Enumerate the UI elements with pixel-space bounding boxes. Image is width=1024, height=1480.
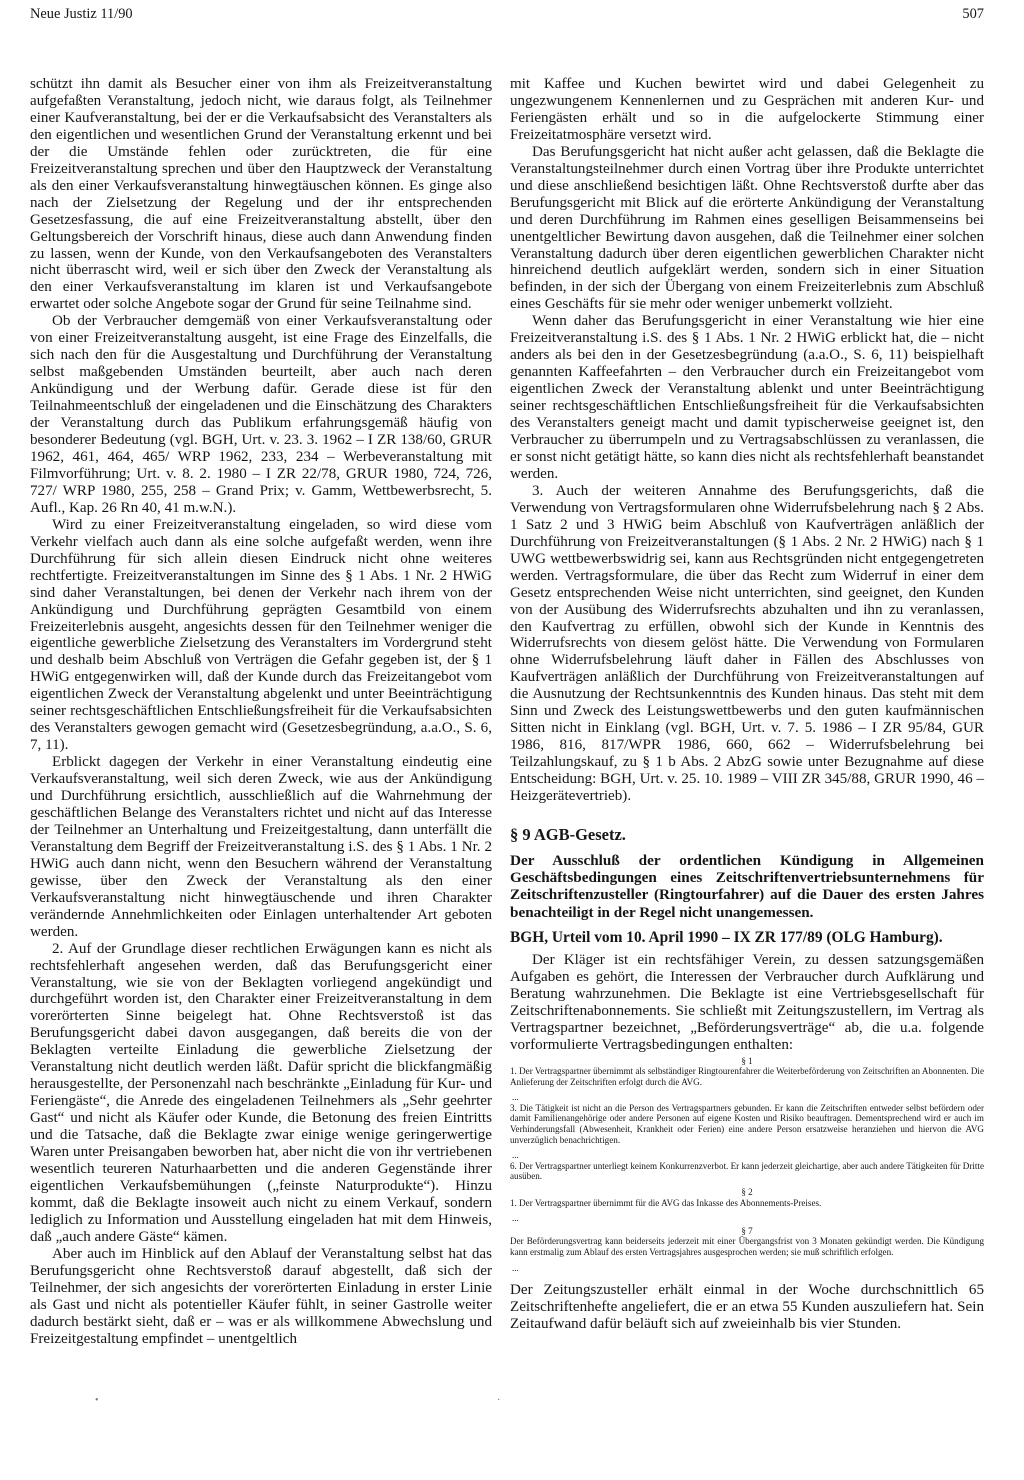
contract-clause: 1. Der Vertragspartner übernimmt für die AVG das Inkasse des Abonnements-Preises.: [510, 1197, 822, 1208]
section-mark: § 1: [741, 1055, 753, 1066]
paragraph: 3. Auch der weiteren Annahme des Berufungsgerichts, daß die Verwendung von Vertragsformularen ohne Widerrufsbelehrung nach § 2 Abs. 1 Satz 2 und 3 HWiG beim Abschluß von Kaufverträgen anläßlich der Durchführung von Freizeitveranstaltungen (§ 1 Abs. 2 Nr. 2 HWiG) nach § 1 UWG wettbewerbswidrig sei, kann aus Rechtsgründen nicht entgegengetreten werden. Vertragsformulare, die über das Recht zum Widerruf in einer dem Gesetz entsprechenden Weise nicht unterrichten, sind geeignet, den Kunden von der Ausübung des Widerrufsrechts abzuhalten und ihn zu veranlassen, den Kaufvertrag zu erfüllen, obwohl sich der Kunde in Kenntnis des Widerrufsrechts von diesem gelöst hätte. Die Verwendung von Formularen ohne Widerrufsbelehrung läuft daher in Fällen des Abschlusses von Kaufverträgen anläßlich der Durchführung von Freizeitveranstaltungen auf die Ausnutzung der Rechtsunkenntnis des Kunden hinaus. Das steht mit dem Sinn und Zweck des Leistungswettbewerbs und den guten kaufmännischen Sitten nicht in Einklang (vgl. BGH, Urt. v. 7. 5. 1986 – I ZR 95/84, GUR 1986, 816, 817/WPR 1986, 660, 662 – Widerrufsbelehrung bei Teilzahlungskauf, zu § 1 b Abs. 2 AbzG sowie unter Bezugnahme auf diese Entscheidung: BGH, Urt. v. 25. 10. 1989 – VIII ZR 345/88, GRUR 1990, 46 – Heizgerätevertrieb).: [510, 482, 984, 805]
contract-clause: Der Beförderungsvertrag kann beiderseits jederzeit mit einer Übergangsfrist von 3 Monaten gekündigt werden. Die Kündigung kann erstmalig zum Ablauf des ersten Vertragsjahres ausgesprochen werden; sie muß schriftlich erfolgen.: [510, 1236, 984, 1258]
paragraph: Aber auch im Hinblick auf den Ablauf der Veranstaltung selbst hat das Berufungsgericht ohne Rechtsverstoß darauf abgestellt, daß sich der Teilnehmer, der sich angesichts der vorerörterten Einladung in erster Linie als Gast und nicht als potentieller Käufer fühlt, in seiner Gastrolle weiter dadurch bestärkt sieht, daß er – was er als willkommene Abwechslung und Freizeitgestaltung empfindet – unentgeltlich: [30, 1245, 492, 1347]
paragraph: schützt ihn damit als Besucher einer von ihm als Freizeitveranstaltung aufgefaßten Veranstaltung, jedoch nicht, wie daraus folgt, als Teilnehmer einer Kaufveranstaltung, bei der er die Verkaufsabsicht des Veranstalters als den eigentlichen und wesentlichen Grund der Veranstaltung erkennt und bei der die Umstände fehlen oder zurücktreten, die für eine Freizeitveranstaltung sprechen und über den Hauptzweck der Veranstaltung als den einer Verkaufsveranstaltung hinwegtäuschen können. Es ginge also nach der Zielsetzung der Regelung und der ihr entsprechenden Gesetzesfassung, die auf eine Freizeitveranstaltung abstellt, über den Geltungsbereich der Vorschrift hinaus, diese auch dann Anwendung finden zu lassen, wenn der Kunde, von den Verkaufsangeboten des Veranstalters nicht überrascht wird, weil er sich über den Zweck der Veranstaltung als den einer Verkaufsveranstaltung im klaren ist und Verkaufsangebote erwartet oder solche Angebote sogar der Grund für seine Teilnahme sind.: [30, 76, 492, 313]
scan-mark: •: [95, 1395, 99, 1406]
ellipsis: ...: [512, 1262, 519, 1273]
paragraph: Das Berufungsgericht hat nicht außer acht gelassen, daß die Beklagte die Veranstaltungsteilnehmer durch einen Vortrag über ihre Produkte unterrichtet und diese anschließend besichtigen läßt. Ohne Rechtsverstoß durfte aber das Berufungsgericht mit Blick auf die erörterte Ankündigung der Veranstaltung und deren Durchführung im Rahmen eines geselligen Beisammenseins bei unentgeltlicher Bewirtung davon ausgehen, daß die Teilnehmer einer solchen Veranstaltung dadurch über deren eigentlichen gewerblichen Charakter nicht hinreichend deutlich aufgeklärt werden, sondern sich in einer Situation befinden, in der sich der Übergang von einem Freizeiterlebnis zum Abschluß eines Geschäfts für sie mehr oder weniger unbemerkt vollzieht.: [510, 143, 984, 313]
paragraph: Erblickt dagegen der Verkehr in einer Veranstaltung eindeutig eine Verkaufsveranstaltung, weil sich deren Zweck, wie aus der Ankündigung und Durchführung ersichtlich, ausschließlich auf die Wahrnehmung der geschäftlichen Belange des Veranstalters richtet und nicht auf das Interesse der Teilnehmer an Unterhaltung und Freizeitgestaltung, dann unterfällt die Veranstaltung dem Begriff der Freizeitveranstaltung i.S. des § 1 Abs. 1 Nr. 2 HWiG auch dann nicht, wenn den Besuchern während der Veranstaltung gewisse, über den Zweck der Veranstaltung als den einer Verkaufsveranstaltung nicht hinwegtäuschende und ihren Charakter verändernde Annehmlichkeiten oder Einlagen unterhaltender Art geboten werden.: [30, 754, 492, 940]
section-mark: § 7: [741, 1225, 753, 1236]
contract-clause: 6. Der Vertragspartner unterliegt keinem Konkurrenzverbot. Er kann jederzeit gleichartige, aber auch andere Tätigkeiten für Dritte ausüben.: [510, 1160, 984, 1182]
contract-clause: 1. Der Vertragspartner übernimmt als selbständiger Ringtourenfahrer die Weiterbeförderung von Zeitschriften an Abonnenten. Die Anlieferung der Zeitschriften erfolgt durch die AVG.: [510, 1066, 984, 1087]
paragraph: Wird zu einer Freizeitveranstaltung eingeladen, so wird diese vom Verkehr vielfach auch dann als eine solche aufgefaßt werden, wenn ihre Durchführung für sich allein diesen Eindruck nicht ohne weiteres rechtfertigte. Freizeitveranstaltungen im Sinne des § 1 Abs. 1 Nr. 2 HWiG sind daher Veranstaltungen, bei denen der Verkehr nach ihrem von der Ankündigung und Durchführung geprägten Gesamtbild von einem Freizeiterlebnis ausgeht, angesichts dessen für den Teilnehmer weniger die eigentliche gewerbliche Zielsetzung des Veranstalters im Vordergrund steht und deshalb beim Abschluß von Verträgen die Gefahr gegeben ist, der § 1 HWiG entgegenwirken will, daß der Kunde durch das Freizeitangebot vom eigentlichen Zweck der Veranstaltung abgelenkt und unter Beeinträchtigung seiner rechtsgeschäftlichen Entschließungsfreiheit für die Verkaufsabsichten des Veranstalters gewogen gemacht wird (Gesetzesbegründung, a.a.O., S. 6, 7, 11).: [30, 516, 492, 754]
ellipsis: ...: [512, 1092, 519, 1103]
page-number: 507: [962, 6, 984, 22]
paragraph: Ob der Verbraucher demgemäß von einer Verkaufsveranstaltung oder von einer Freizeitveranstaltung ausgeht, ist eine Frage des Einzelfalls, die sich nach den für die Ausgestaltung und Durchführung der Veranstaltung selbst maßgebenden Umständen beurteilt, aber auch nach deren Ankündigung und der Werbung dafür. Gerade diese ist für den Teilnahmeentschluß der eingeladenen und die Einschätzung des Charakters der Veranstaltung durch das Publikum erfahrungsgemäß häufig von besonderer Bedeutung (vgl. BGH, Urt. v. 23. 3. 1962 – I ZR 138/60, GRUR 1962, 461, 464, 465/ WRP 1962, 233, 234 – Werbeveranstaltung mit Filmvorführung; Urt. v. 8. 2. 1980 – I ZR 22/78, GRUR 1980, 724, 726, 727/ WRP 1980, 255, 258 – Grand Prix; v. Gamm, Wettbewerbsrecht, 5. Aufl., Kap. 26 Rn 40, 41 m.w.N.).: [30, 313, 492, 516]
contract-excerpt: [510, 1056, 984, 1274]
paragraph: mit Kaffee und Kuchen bewirtet wird und dabei Gelegenheit zu ungezwungenem Kennenlernen und zu Gesprächen mit anderen Kur- und Feriengästen erhält und so in die aufgelockerte Stimmung einer Freizeitatmosphäre versetzt wird.: [510, 76, 984, 143]
paragraph: Wenn daher das Berufungsgericht in einer Veranstaltung wie hier eine Freizeitveranstaltung i.S. des § 1 Abs. 1 Nr. 2 HWiG erblickt hat, die – nicht anders als bei den in der Gesetzesbegründung (a.a.O., S. 6, 11) beispielhaft genannten Kaffeefahrten – den Verbraucher durch ein Freizeitangebot vom eigentlichen Zweck der Veranstaltung ablenkt und unter Beeinträchtigung seiner rechtsgeschäftlichen Entschließungsfreiheit für die Verkaufsabsichten des Veranstalters geneigt macht und damit typischerweise geeignet ist, den Verbraucher zu überrumpeln und zu Vertragsabschlüssen zu veranlassen, die er sonst nicht getätigt hätte, so kann dies nicht als rechtsfehlerhaft beanstandet werden.: [510, 313, 984, 482]
ellipsis: ...: [512, 1150, 519, 1161]
headnote: Der Ausschluß der ordentlichen Kündigung in Allgemeinen Geschäftsbedingungen eines Zeitschriftenvertriebsunternehmens für Zeitschriftenzusteller (Ringtourfahrer) auf die Dauer des ersten Jahres benachteiligt in der Regel nicht unangemessen.: [510, 851, 984, 921]
section-title: § 9 AGB-Gesetz.: [510, 824, 626, 844]
intro-paragraph: Der Kläger ist ein rechtsfähiger Verein, zu dessen satzungsgemäßen Aufgaben es gehört, die Interessen der Verbraucher durch Aufklärung und Beratung wahrzunehmen. Die Beklagte ist eine Vertriebsgesellschaft für Zeitschriftenabonnements. Sie schließt mit Zeitungszustellern, im Vertrag als Vertragspartner bezeichnet, „Beförderungsverträge“ ab, die u.a. folgende vorformulierte Vertragsbedingungen enthalten:: [510, 951, 984, 1053]
scan-mark: ·: [497, 1395, 501, 1406]
closing-paragraph: Der Zeitungszusteller erhält einmal in der Woche durchschnittlich 65 Zeitschriftenhefte angeliefert, die er an etwa 55 Kunden auszuliefern hat. Sein Zeitaufwand dafür beläuft sich auf zweieinhalb bis vier Stunden.: [510, 1282, 984, 1333]
ellipsis: ...: [512, 1213, 519, 1224]
journal-title: Neue Justiz 11/90: [30, 6, 133, 22]
right-column: [510, 76, 984, 1333]
page-header: [30, 6, 984, 26]
paragraph: 2. Auf der Grundlage dieser rechtlichen Erwägungen kann es nicht als rechtsfehlerhaft angesehen werden, daß das Berufungsgericht einer Veranstaltung, wie sie von der Beklagten vorliegend angekündigt und durchgeführt worden ist, den Charakter einer Freizeitveranstaltung in dem vorerörterten Sinne beigelegt hat. Ohne Rechtsverstoß ist das Berufungsgericht dabei davon ausgegangen, daß bereits die von der Beklagten verteilte Einladung die gewerbliche Zielsetzung der Veranstaltung nicht deutlich werden läßt. Dafür spricht die blickfangmäßig herausgestellte, der Personenzahl nach beschränkte „Einladung für Kur- und Feriengäste“, die Anrede des eingeladenen Teilnehmers als „Sehr geehrter Gast“ und nicht als Käufer oder Kunde, die Betonung des freien Eintritts und die Tatsache, daß die Beklagte zwar einige wenige geringerwertige Waren unter Preisangaben beworben hat, aber nicht die von ihr vertriebenen wesentlich teureren Naturhaarbetten und die anderen Gegenstände ihrer eigentlichen Verkaufsbemühungen („feinste Naturprodukte“). Hinzu kommt, daß die Beklagte insoweit auch nicht zu einem Verkauf, sondern lediglich zu Information und Ausstellung eingeladen hat mit dem Hinweis, daß „auch andere Gäste“ kämen.: [30, 940, 492, 1245]
section-mark: § 2: [741, 1187, 753, 1198]
left-column: [30, 76, 492, 1347]
case-citation: BGH, Urteil vom 10. April 1990 – IX ZR 177/89 (OLG Hamburg).: [510, 928, 943, 946]
contract-clause: 3. Die Tätigkeit ist nicht an die Person des Vertragspartners gebunden. Er kann die Zeitschriften entweder selbst befördern oder damit Familienangehörige oder andere Personen auf eigene Kosten und Risiko beauftragen. Dementsprechend wird er auch im Verhinderungsfall (Abwesenheit, Krankheit oder Ferien) eine andere Person ersatzweise heranziehen und hiervon die AVG unverzüglich benachrichtigen.: [510, 1102, 984, 1145]
